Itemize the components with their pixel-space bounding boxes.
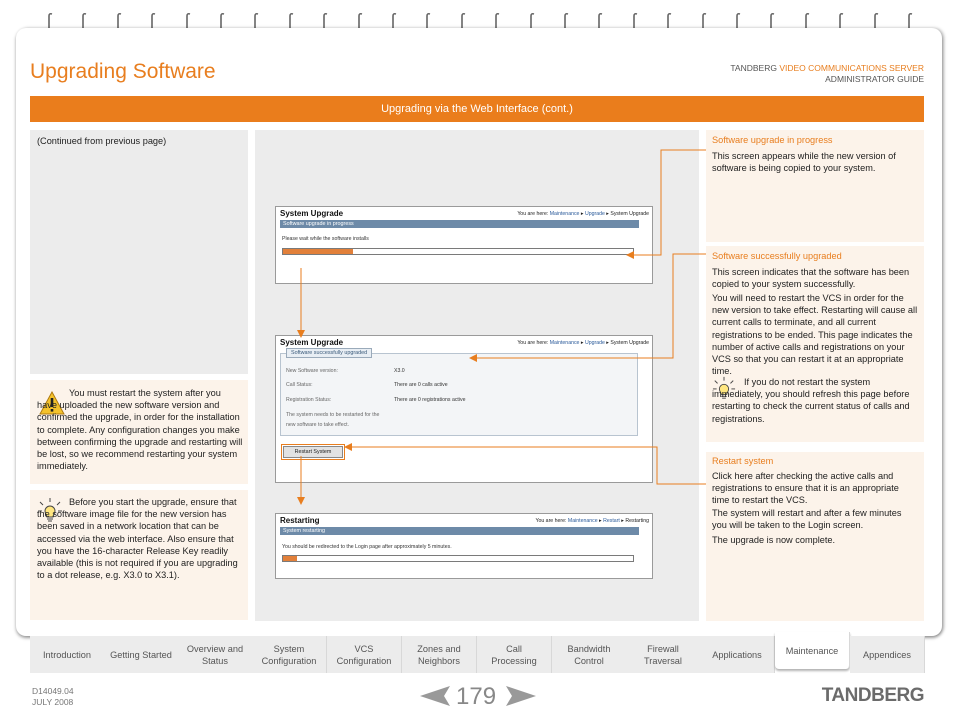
tab-vcs[interactable] [327, 636, 402, 673]
shot-bar: System restarting [280, 527, 639, 535]
tab-label [262, 643, 317, 667]
breadcrumb-current: Restarting [625, 518, 649, 524]
breadcrumb: You are here: Maintenance ▸ Restart ▸ Restarting [535, 518, 649, 524]
breadcrumb-current: System Upgrade [610, 211, 649, 217]
tab-overview-and[interactable] [178, 636, 253, 673]
tab-call[interactable] [477, 636, 552, 673]
tab-zones-and[interactable] [402, 636, 477, 673]
row-label-version: New Software version: [286, 368, 338, 374]
note-text-1: Click here after checking the active calls and registrations to ensure that it is an appropriate time to restart the VCS. [712, 471, 899, 506]
note-text-1: This screen indicates that the software has been copied to your system successfully. [712, 267, 910, 290]
tab-label-line1: System [273, 643, 305, 654]
tab-firewall[interactable] [626, 636, 701, 673]
breadcrumb-maintenance[interactable]: Maintenance [567, 518, 598, 524]
shot-title: Restarting [280, 516, 320, 525]
tab-label-line1: Applications [712, 649, 762, 660]
tab-introduction[interactable] [30, 636, 105, 673]
tab-label [863, 649, 911, 661]
breadcrumb-maintenance[interactable]: Maintenance [549, 211, 580, 217]
tab-label-line1: Introduction [42, 649, 91, 660]
restart-note-line2: new software to take effect. [286, 422, 350, 428]
tab-label-line2: Control [574, 655, 604, 666]
breadcrumb-restart[interactable]: Restart [603, 518, 620, 524]
breadcrumb-prefix: You are here: [535, 518, 568, 524]
note-text-3: The upgrade is now complete. [712, 535, 836, 545]
brand-prefix: TANDBERG [730, 63, 780, 73]
tab-label [417, 643, 460, 667]
note-text: This screen appears while the new version of software is being copied to your system. [712, 151, 896, 174]
tab-label [786, 645, 839, 657]
tab-label-line2: Neighbors [418, 655, 460, 666]
tab-label-line2: Traversal [644, 655, 682, 666]
row-value-calls: There are 0 calls active [394, 382, 448, 388]
page-number: 179 [456, 683, 497, 710]
tab-label-line1: Zones and [417, 643, 461, 654]
tab-getting-started[interactable] [104, 636, 179, 673]
restart-system-button[interactable]: Restart System [283, 446, 343, 458]
success-legend: Software successfully upgraded [286, 348, 372, 358]
tab-label-line1: Maintenance [785, 645, 839, 656]
row-label-registrations: Registration Status: [286, 397, 332, 403]
tab-label-line1: Firewall [647, 643, 679, 654]
breadcrumb-current: System Upgrade [610, 340, 649, 346]
row-value-registrations: There are 0 registrations active [394, 397, 466, 403]
doc-date: JULY 2008 [32, 697, 74, 707]
shot-title: System Upgrade [280, 338, 344, 347]
shot-bar: Software upgrade in progress [280, 220, 639, 228]
tab-applications[interactable] [700, 636, 775, 673]
tab-label-line1: Appendices [862, 649, 911, 660]
brand-guide: ADMINISTRATOR GUIDE [825, 74, 924, 84]
tab-label-line2: Status [201, 655, 229, 666]
tab-maintenance[interactable] [775, 632, 850, 669]
breadcrumb-upgrade[interactable]: Upgrade [584, 211, 605, 217]
shot-title: System Upgrade [280, 209, 344, 218]
breadcrumb-upgrade[interactable]: Upgrade [584, 340, 605, 346]
restart-note-line1: The system needs to be restarted for the [286, 412, 380, 418]
section-banner: Upgrading via the Web Interface (cont.) [30, 96, 924, 122]
note-text-2: The system will restart and after a few minutes you will be taken to the Login screen. [712, 508, 902, 531]
tab-label-line2: Configuration [336, 655, 392, 666]
tab-appendices[interactable] [850, 636, 925, 673]
note-heading: Software successfully upgraded [712, 251, 842, 261]
tab-label-line1: Call [506, 643, 522, 654]
doc-info [32, 686, 74, 708]
note-panel-progress [706, 130, 924, 242]
note-panel-restart [706, 452, 924, 621]
tab-label [187, 643, 243, 667]
breadcrumb-maintenance[interactable]: Maintenance [549, 340, 580, 346]
tab-label-line1: Bandwidth [567, 643, 611, 654]
prev-page-arrow-icon[interactable] [420, 686, 450, 706]
tab-label [568, 643, 611, 667]
note-heading: Restart system [712, 456, 774, 466]
tab-label [491, 643, 536, 667]
note-heading: Software upgrade in progress [712, 135, 833, 145]
breadcrumb: You are here: Maintenance ▸ Upgrade ▸ System Upgrade [517, 340, 649, 346]
tab-label-line1: Overview and [186, 643, 244, 654]
next-page-arrow-icon[interactable] [506, 686, 536, 706]
tab-label [644, 643, 682, 667]
tab-label-line2: Processing [491, 655, 537, 666]
warning-text: You must restart the system after you have uploaded the new software version and confirmed the upgrade, in order for the installation to complete. Any configuration changes you make between confirming the upgrade and restarting will be lost, so we recommend restarting your system immediately. [37, 388, 243, 472]
brand-product: VIDEO COMMUNICATIONS SERVER [779, 63, 924, 73]
tab-label [337, 643, 392, 667]
tab-bandwidth[interactable] [552, 636, 627, 673]
shot-message: You should be redirected to the Login page after approximately 5 minutes. [282, 544, 452, 550]
page-title: Upgrading Software [30, 60, 216, 83]
breadcrumb-prefix: You are here: [517, 211, 550, 217]
tab-label [110, 649, 172, 661]
tab-label-line1: Getting Started [110, 649, 172, 660]
breadcrumb-prefix: You are here: [517, 340, 550, 346]
note-tip-text: If you do not restart the system immediately, you should refresh this page before restarting to check the current status of calls and registrations. [712, 377, 910, 424]
breadcrumb: You are here: Maintenance ▸ Upgrade ▸ System Upgrade [517, 211, 649, 217]
shot-message: Please wait while the software installs [282, 236, 369, 242]
doc-id: D14049.04 [32, 686, 74, 696]
tab-label [712, 649, 762, 661]
row-label-calls: Call Status: [286, 382, 313, 388]
tab-label-line2: Configuration [261, 655, 317, 666]
tandberg-logo: TANDBERG [821, 685, 924, 706]
tip-text: Before you start the upgrade, ensure that the software image file for the new version has been saved in a network location that can be accessed via the web interface. Also ensure that you have the 16-character Release Key readily available (this is not required if you are upgrading to a dot release, e.g. X3.0 to X3.1). [37, 497, 238, 581]
tab-system[interactable] [252, 636, 327, 673]
row-value-version: X3.0 [394, 368, 405, 374]
tab-label-line1: VCS [354, 643, 374, 654]
tab-label [43, 649, 91, 661]
note-text-2: You will need to restart the VCS in order for the new version to take effect. Restarting will cause all current calls to terminate, and all current registrations to be ended. This page indicates the number of active calls and registrations on your VCS so that you can restart it at an appropriate time. [712, 293, 918, 377]
continued-text: (Continued from previous page) [37, 136, 167, 146]
note-panel-success [706, 246, 924, 442]
